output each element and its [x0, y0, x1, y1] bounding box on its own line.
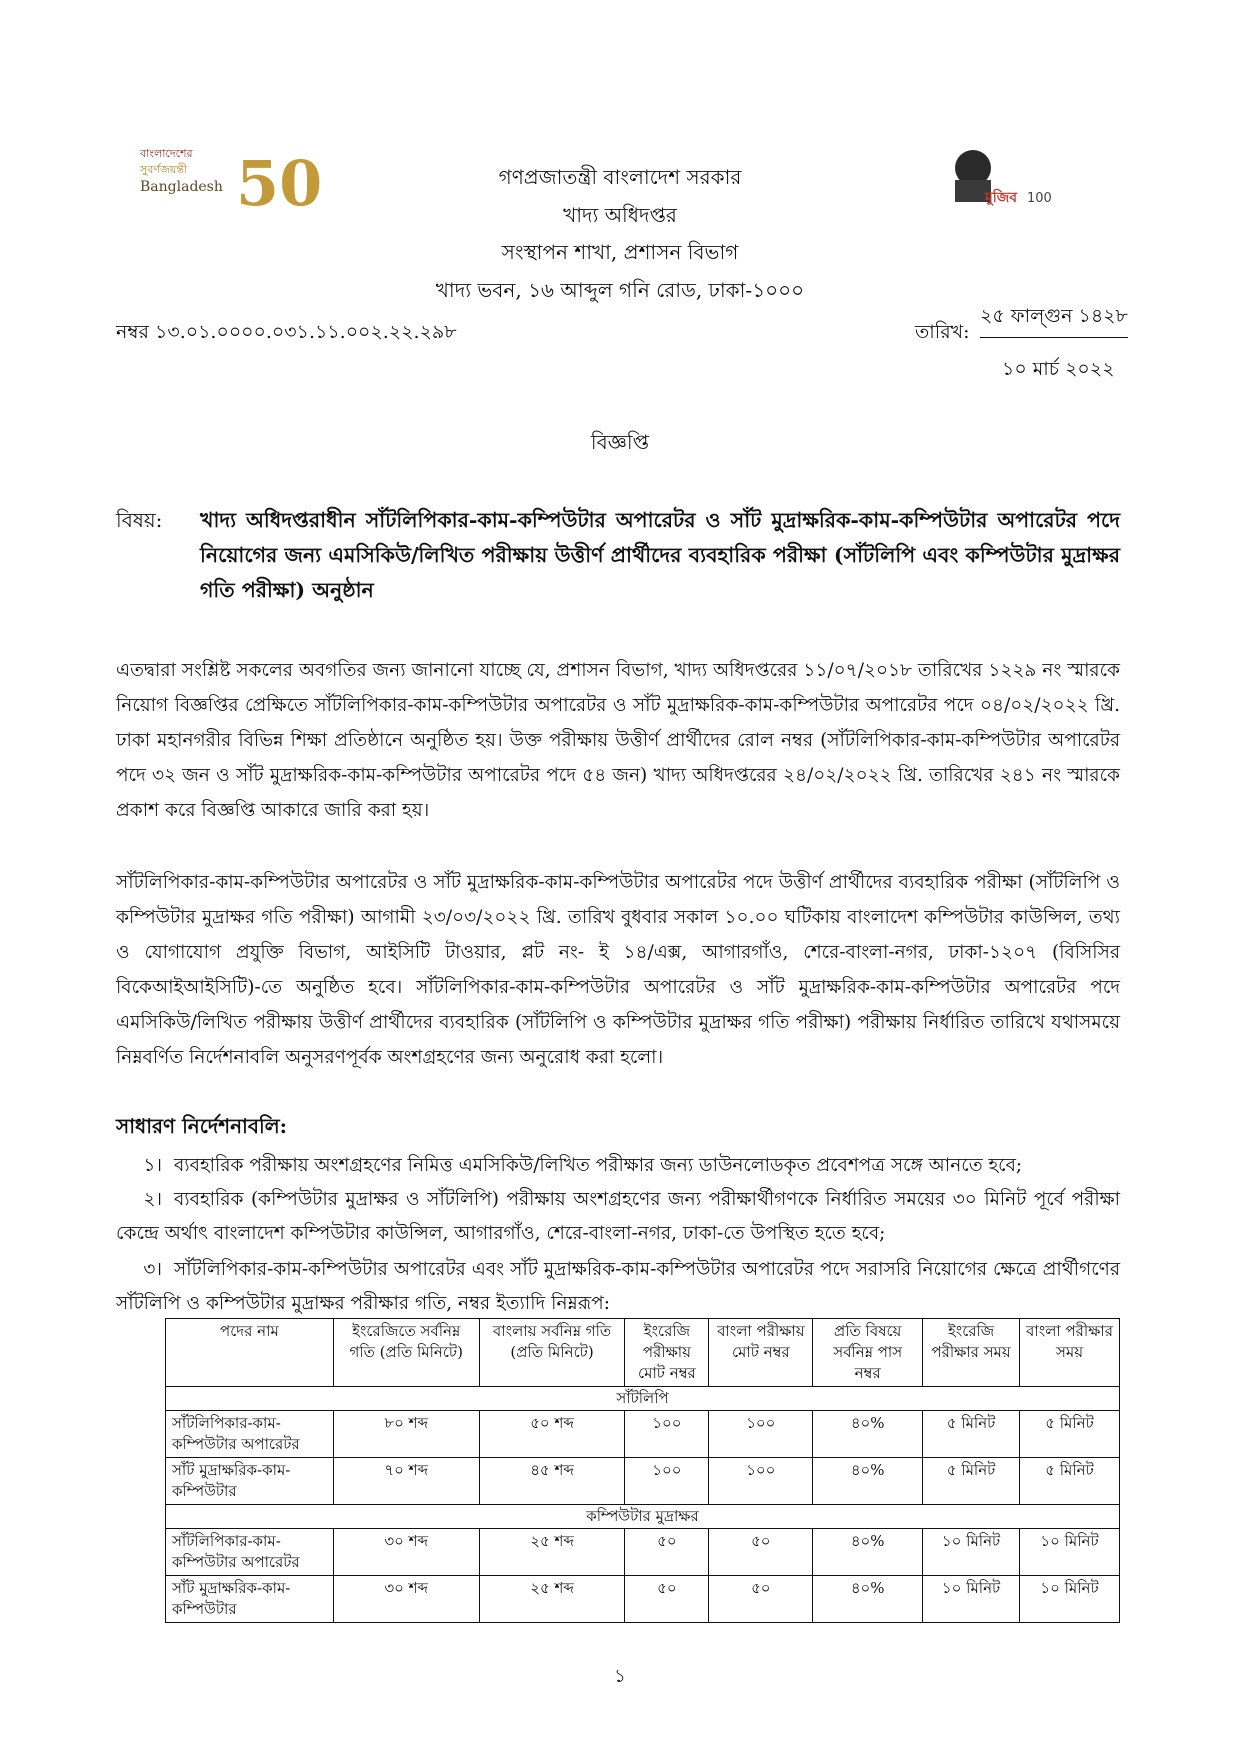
instruction-number: ২। — [143, 1189, 162, 1210]
instruction-item — [116, 1253, 1120, 1321]
branch-name: সংস্থাপন শাখা, প্রশাসন বিভাগ — [501, 240, 739, 264]
table-cell: ১০০ — [625, 1458, 709, 1505]
table-row — [166, 1576, 1120, 1623]
table-cell: ৫ মিনিট — [923, 1411, 1020, 1458]
table-cell: ৪০% — [813, 1576, 923, 1623]
table-cell: ৫ মিনিট — [1020, 1458, 1120, 1505]
table-header-cell: পদের নাম — [166, 1319, 334, 1387]
date-gregorian: ১০ মার্চ ২০২২ — [1002, 358, 1115, 380]
logo-number: 50 — [236, 147, 320, 215]
post-name-cell: সাঁটলিপিকার-কাম-কম্পিউটার অপারেটর — [166, 1411, 334, 1458]
logo-text-3: Bangladesh — [140, 179, 223, 195]
instruction-number: ১। — [143, 1155, 162, 1176]
table-header-cell: বাংলা পরীক্ষায় মোট নম্বর — [709, 1319, 813, 1387]
table-section-row — [166, 1505, 1120, 1529]
table-cell: ৪৫ শব্দ — [479, 1458, 625, 1505]
table-cell: ২৫ শব্দ — [479, 1576, 625, 1623]
table-cell: ১০ মিনিট — [1020, 1576, 1120, 1623]
page-number: ১ — [614, 1666, 626, 1687]
table-cell: ৩০ শব্দ — [333, 1529, 479, 1576]
post-name-cell: সাঁট মুদ্রাক্ষরিক-কাম-কম্পিউটার — [166, 1576, 334, 1623]
table-cell: ১০০ — [709, 1411, 813, 1458]
table-cell: ৫০ — [625, 1576, 709, 1623]
date-label: তারিখ: — [915, 321, 970, 343]
table-header-cell: বাংলায় সর্বনিম্ন গতি (প্রতি মিনিটে) — [479, 1319, 625, 1387]
table-cell: ৪০% — [813, 1458, 923, 1505]
instruction-number: ৩। — [143, 1259, 162, 1280]
table-cell: ৭০ শব্দ — [333, 1458, 479, 1505]
table-header-cell: প্রতি বিষয়ে সর্বনিম্ন পাস নম্বর — [813, 1319, 923, 1387]
instruction-text: সাঁটলিপিকার-কাম-কম্পিউটার অপারেটর এবং সাঁট মুদ্রাক্ষরিক-কাম-কম্পিউটার অপারেটর পদে সরাসরি নিয়োগের ক্ষেত্রে প্রার্থীগণের সাঁটলিপি ও কম্পিউটার মুদ্রাক্ষর পরীক্ষার গতি, নম্বর ইত্যাদি নিম্নরূপ: — [116, 1259, 1120, 1314]
instruction-item — [116, 1183, 1120, 1251]
paragraph-1: এতদ্বারা সংশ্লিষ্ট সকলের অবগতির জন্য জানানো যাচ্ছে যে, প্রশাসন বিভাগ, খাদ্য অধিদপ্তরের ১১/০৭/২০১৮ তারিখের ১২২৯ নং স্মারকে নিয়োগ বিজ্ঞপ্তির প্রেক্ষিতে সাঁটলিপিকার-কাম-কম্পিউটার অপারেটর ও সাঁট মুদ্রাক্ষরিক-কাম-কম্পিউটার অপারেটর পদে ০৪/০২/২০২২ খ্রি. ঢাকা মহানগরীর বিভিন্ন শিক্ষা প্রতিষ্ঠানে অনুষ্ঠিত হয়। উক্ত পরীক্ষায় উত্তীর্ণ প্রার্থীদের রোল নম্বর (সাঁটলিপিকার-কাম-কম্পিউটার অপারেটর পদে ৩২ জন ও সাঁট মুদ্রাক্ষরিক-কাম-কম্পিউটার অপারেটর পদে ৫৪ জন) খাদ্য অধিদপ্তরের ২৪/০২/২০২২ খ্রি. তারিখের ২৪১ নং স্মারকে প্রকাশ করে বিজ্ঞপ্তি আকারে জারি করা হয়। — [116, 660, 1120, 821]
table-header-cell: ইংরেজিতে সর্বনিম্ন গতি (প্রতি মিনিটে) — [333, 1319, 479, 1387]
logo-right-number: 100 — [1027, 191, 1052, 206]
logo-right-text: মুজিব — [985, 190, 1018, 206]
notice-title: বিজ্ঞপ্তি — [590, 430, 650, 454]
section-shorthand: সাঁটলিপি — [166, 1387, 1120, 1411]
department-name: খাদ্য অধিদপ্তর — [563, 203, 677, 227]
table-header-cell: ইংরেজি পরীক্ষায় মোট নম্বর — [625, 1319, 709, 1387]
table-row — [166, 1529, 1120, 1576]
exam-criteria-table — [165, 1318, 1120, 1623]
table-section-row — [166, 1387, 1120, 1411]
instruction-text: ব্যবহারিক পরীক্ষায় অংশগ্রহণের নিমিত্ত এমসিকিউ/লিখিত পরীক্ষার জন্য ডাউনলোডকৃত প্রবেশপত্র সঙ্গে আনতে হবে; — [174, 1155, 1023, 1176]
table-header-cell: বাংলা পরীক্ষার সময় — [1020, 1319, 1120, 1387]
memo-number: নম্বর ১৩.০১.০০০০.০৩১.১১.০০২.২২.২৯৮ — [116, 321, 457, 343]
instruction-item — [116, 1149, 1120, 1183]
post-name-cell: সাঁট মুদ্রাক্ষরিক-কাম-কম্পিউটার — [166, 1458, 334, 1505]
table-cell: ৫০ — [625, 1529, 709, 1576]
table-row — [166, 1458, 1120, 1505]
table-cell: ২৫ শব্দ — [479, 1529, 625, 1576]
paragraph-2: সাঁটলিপিকার-কাম-কম্পিউটার অপারেটর ও সাঁট মুদ্রাক্ষরিক-কাম-কম্পিউটার অপারেটর পদে উত্তীর্ণ প্রার্থীদের ব্যবহারিক পরীক্ষা (সাঁটলিপি ও কম্পিউটার মুদ্রাক্ষর গতি পরীক্ষা) আগামী ২৩/০৩/২০২২ খ্রি. তারিখ বুধবার সকাল ১০.০০ ঘটিকায় বাংলাদেশ কম্পিউটার কাউন্সিল, তথ্য ও যোগাযোগ প্রযুক্তি বিভাগ, আইসিটি টাওয়ার, প্লট নং- ই ১৪/এক্স, আগারগাঁও, শেরে-বাংলা-নগর, ঢাকা-১২০৭ (বিসিসির বিকেআইআইসিটি)-তে অনুষ্ঠিত হবে। সাঁটলিপিকার-কাম-কম্পিউটার অপারেটর ও সাঁট মুদ্রাক্ষরিক-কাম-কম্পিউটার অপারেটর পদে এমসিকিউ/লিখিত পরীক্ষায় উত্তীর্ণ প্রার্থীদের ব্যবহারিক (সাঁটলিপি ও কম্পিউটার মুদ্রাক্ষর গতি পরীক্ষা) পরীক্ষায় নির্ধারিত তারিখে যথাসময়ে নিম্নবর্ণিত নির্দেশনাবলি অনুসরণপূর্বক অংশগ্রহণের জন্য অনুরোধ করা হলো। — [116, 872, 1120, 1068]
table-cell: ৫ মিনিট — [923, 1458, 1020, 1505]
instruction-text: ব্যবহারিক (কম্পিউটার মুদ্রাক্ষর ও সাঁটলিপি) পরীক্ষায় অংশগ্রহণের জন্য পরীক্ষার্থীগণকে নির্ধারিত সময়ের ৩০ মিনিট পূর্বে পরীক্ষা কেন্দ্রে অর্থাৎ বাংলাদেশ কম্পিউটার কাউন্সিল, আগারগাঁও, শেরে-বাংলা-নগর, ঢাকা-তে উপস্থিত হতে হবে; — [116, 1189, 1120, 1244]
table-cell: ৫০ — [709, 1529, 813, 1576]
table-cell: ৪০% — [813, 1411, 923, 1458]
table-cell: ১০ মিনিট — [923, 1529, 1020, 1576]
table-cell: ১০০ — [625, 1411, 709, 1458]
section-computer-typing: কম্পিউটার মুদ্রাক্ষর — [166, 1505, 1120, 1529]
general-instructions-heading: সাধারণ নির্দেশনাবলি: — [116, 1114, 287, 1138]
logo-text-1: বাংলাদেশের — [140, 147, 193, 160]
table-cell: ১০০ — [709, 1458, 813, 1505]
post-name-cell: সাঁটলিপিকার-কাম-কম্পিউটার অপারেটর — [166, 1529, 334, 1576]
subject-label: বিষয়: — [116, 508, 163, 532]
table-cell: ৫ মিনিট — [1020, 1411, 1120, 1458]
table-cell: ৪০% — [813, 1529, 923, 1576]
date-bangla: ২৫ ফাল্গুন ১৪২৮ — [980, 302, 1128, 338]
subject-text: খাদ্য অধিদপ্তরাধীন সাঁটলিপিকার-কাম-কম্পিউটার অপারেটর ও সাঁট মুদ্রাক্ষরিক-কাম-কম্পিউটার অপারেটর পদে নিয়োগের জন্য এমসিকিউ/লিখিত পরীক্ষায় উত্তীর্ণ প্রার্থীদের ব্যবহারিক পরীক্ষা (সাঁটলিপি এবং কম্পিউটার মুদ্রাক্ষর গতি পরীক্ষা) অনুষ্ঠান — [200, 508, 1120, 602]
table-header-row — [166, 1319, 1120, 1387]
govt-name: গণপ্রজাতন্ত্রী বাংলাদেশ সরকার — [498, 165, 742, 189]
table-cell: ৩০ শব্দ — [333, 1576, 479, 1623]
table-cell: ৫০ — [709, 1576, 813, 1623]
table-cell: ১০ মিনিট — [1020, 1529, 1120, 1576]
table-row — [166, 1411, 1120, 1458]
logo-text-2: সুবর্ণজয়ন্তী — [140, 163, 188, 176]
table-cell: ৫০ শব্দ — [479, 1411, 625, 1458]
office-address: খাদ্য ভবন, ১৬ আব্দুল গনি রোড, ঢাকা-১০০০ — [435, 278, 805, 302]
table-cell: ৮০ শব্দ — [333, 1411, 479, 1458]
table-cell: ১০ মিনিট — [923, 1576, 1020, 1623]
table-header-cell: ইংরেজি পরীক্ষার সময় — [923, 1319, 1020, 1387]
